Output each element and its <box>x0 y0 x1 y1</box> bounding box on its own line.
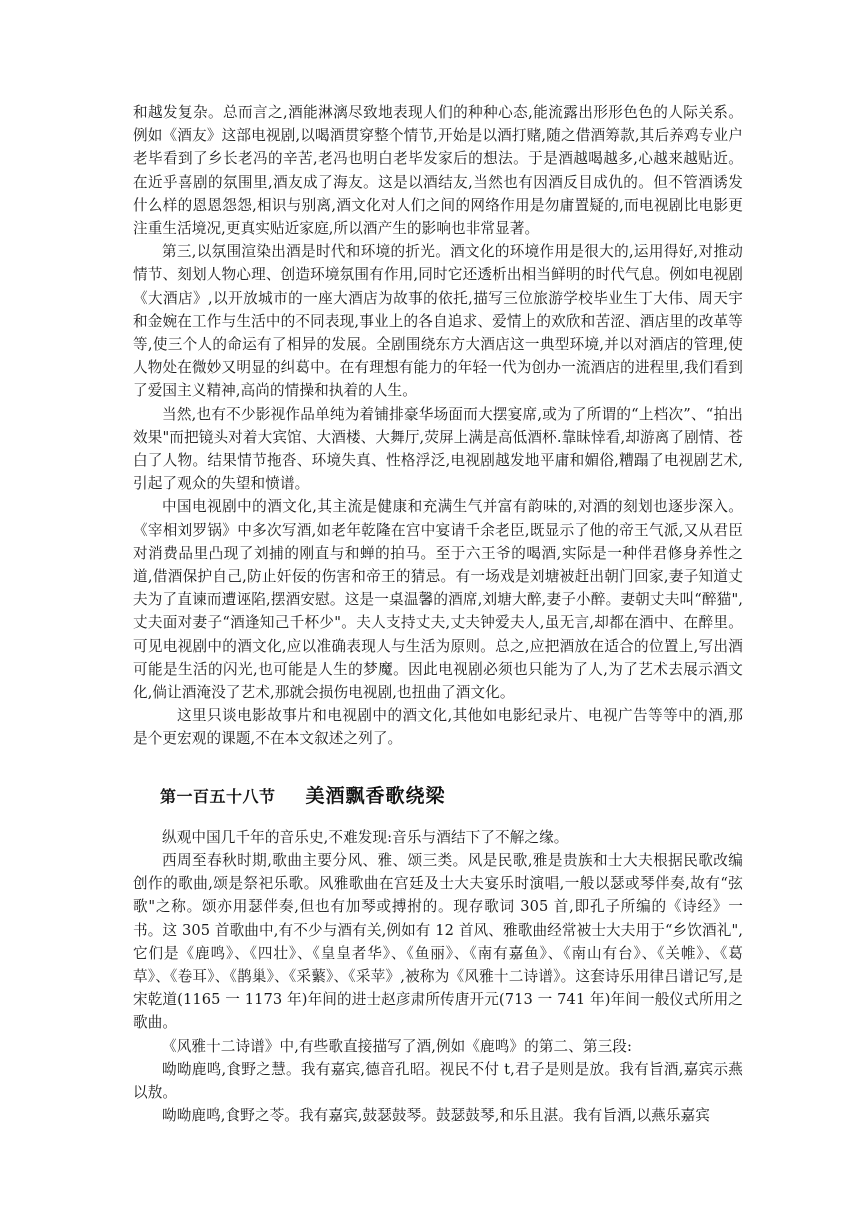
body-paragraph: 中国电视剧中的酒文化,其主流是健康和充满生气并富有韵味的,对酒的刻划也逐步深入。《宰相刘罗锅》中多次写酒,如老年乾隆在宫中宴请千余老臣,既显示了他的帝王气派,又从君臣对消费品里凸现了刘捕的刚直与和蝉的拍马。至于六王爷的喝酒,实际是一种伴君修身养性之道,借酒保护自己,防止奸佞的伤害和帝王的猜忌。有一场戏是刘塘被赶出朝门回家,妻子知道丈夫为了直谏而遭诬陷,摆酒安慰。这是一桌温馨的酒席,刘塘大醉,妻子小醉。妻朝丈夫叫“醉猫",丈夫面对妻子“酒逢知己千杯少"。夫人支持丈夫,丈夫钟爱夫人,虽无言,却都在酒中、在醉里。可见电视剧中的酒文化,应以准确表现人与生活为原则。总之,应把酒放在适合的位置上,写出酒可能是生活的闪光,也可能是人生的梦魔。因此电视剧必须也只能为了人,为了艺术去展示酒文化,倘让酒淹没了艺术,那就会损伤电视剧,也扭曲了酒文化。 <box>133 498 743 702</box>
body-paragraph: 第三,以氛围渲染出酒是时代和环境的折光。酒文化的环境作用是很大的,运用得好,对推动情节、刻划人物心理、创造环境氛围有作用,同时它还透析出相当鲜明的时代气息。例如电视剧《大酒店》,以开放城市的一座大酒店为故事的依托,描写三位旅游学校毕业生丁大伟、周天宇和金婉在工作与生活中的不同表现,事业上的各自追求、爱情上的欢欣和苦涩、酒店里的改革等等,使三个人的命运有了相异的发展。全剧围绕东方大酒店这一典型环境,并以对酒店的管理,使人物处在微妙又明显的纠葛中。在有理想有能力的年轻一代为创办一流酒店的进程里,我们看到了爱国主义精神,高尚的情操和执着的人生。 <box>133 243 743 400</box>
body-paragraph: 《风雅十二诗谱》中,有些歌直接描写了酒,例如《鹿鸣》的第二、第三段: <box>162 1037 633 1055</box>
section-heading <box>160 781 743 808</box>
body-paragraph: 呦呦鹿鸣,食野之慧。我有嘉宾,德音孔昭。视民不付 t,君子是则是放。我有旨酒,嘉宾示燕以敖。 <box>133 1060 743 1101</box>
body-paragraph: 这里只谈电影故事片和电视剧中的酒文化,其他如电影纪录片、电视广告等等中的酒,那是个更宏观的课题,不在本文叙述之列了。 <box>133 707 743 748</box>
body-paragraph: 西周至春秋时期,歌曲主要分风、雅、颂三类。风是民歌,雅是贵族和士大夫根据民歌改编创作的歌曲,颂是祭祀乐歌。风雅歌曲在宫廷及士大夫宴乐时演唱,一般以瑟或琴伴奏,故有“弦歌"之称。颂亦用瑟伴奏,但也有加琴或搏拊的。现存歌词 305 首,即孔子所编的《诗经》一书。这 305 首歌曲中,有不少与酒有关,例如有 12 首风、雅歌曲经常被士大夫用于“乡饮酒礼",它们是《鹿鸣》、《四壮》、《皇皇者华》、《鱼丽》、《南有嘉鱼》、《南山有台》、《关帷》、《葛草》、《卷耳》、《鹊巢》、《采蘩》、《采苹》,被称为《风雅十二诗谱》。这套诗乐用律吕谱记写,是宋乾道(1165 一 1173 年)年间的进士赵彦肃所传唐开元(713 一 741 年)年间一般仪式所用之歌曲。 <box>133 851 743 1032</box>
section-number: 第一百五十八节 <box>160 786 276 806</box>
page-body <box>133 101 743 1127</box>
body-paragraph: 纵观中国几千年的音乐史,不难发现:音乐与酒结下了不解之缘。 <box>162 828 569 846</box>
body-paragraph: 和越发复杂。总而言之,酒能淋漓尽致地表现人们的种种心态,能流露出形形色色的人际关系。例如《酒友》这部电视剧,以喝酒贯穿整个情节,开始是以酒打赌,随之借酒筹款,其后养鸡专业户老毕看到了乡长老冯的辛苦,老冯也明白老毕发家后的想法。于是酒越喝越多,心越来越贴近。在近乎喜剧的氛围里,酒友成了海友。这是以酒结友,当然也有因酒反目成仇的。但不管酒诱发什么样的恩恩怨怨,相识与别离,酒文化对人们之间的网络作用是勿庸置疑的,而电视剧比电影更注重生活境况,更真实贴近家庭,所以酒产生的影响也非常显著。 <box>133 104 743 238</box>
body-paragraph: 当然,也有不少影视作品单纯为着铺排豪华场面而大摆宴席,或为了所谓的“上档次”、“拍出效果"而把镜头对着大宾馆、大酒楼、大舞厅,荧屏上满是高低酒杯.靠昧悻看,却游离了剧情、苍白了人物。结果情节拖沓、环境失真、性格浮泛,电视剧越发地平庸和媚俗,糟蹋了电视剧艺术,引起了观众的失望和愤谱。 <box>133 405 743 493</box>
body-paragraph: 呦呦鹿鸣,食野之苓。我有嘉宾,鼓瑟鼓琴。鼓瑟鼓琴,和乐且湛。我有旨酒,以燕乐嘉宾 <box>162 1107 710 1125</box>
section-title: 美酒飘香歌绕梁 <box>305 784 446 807</box>
